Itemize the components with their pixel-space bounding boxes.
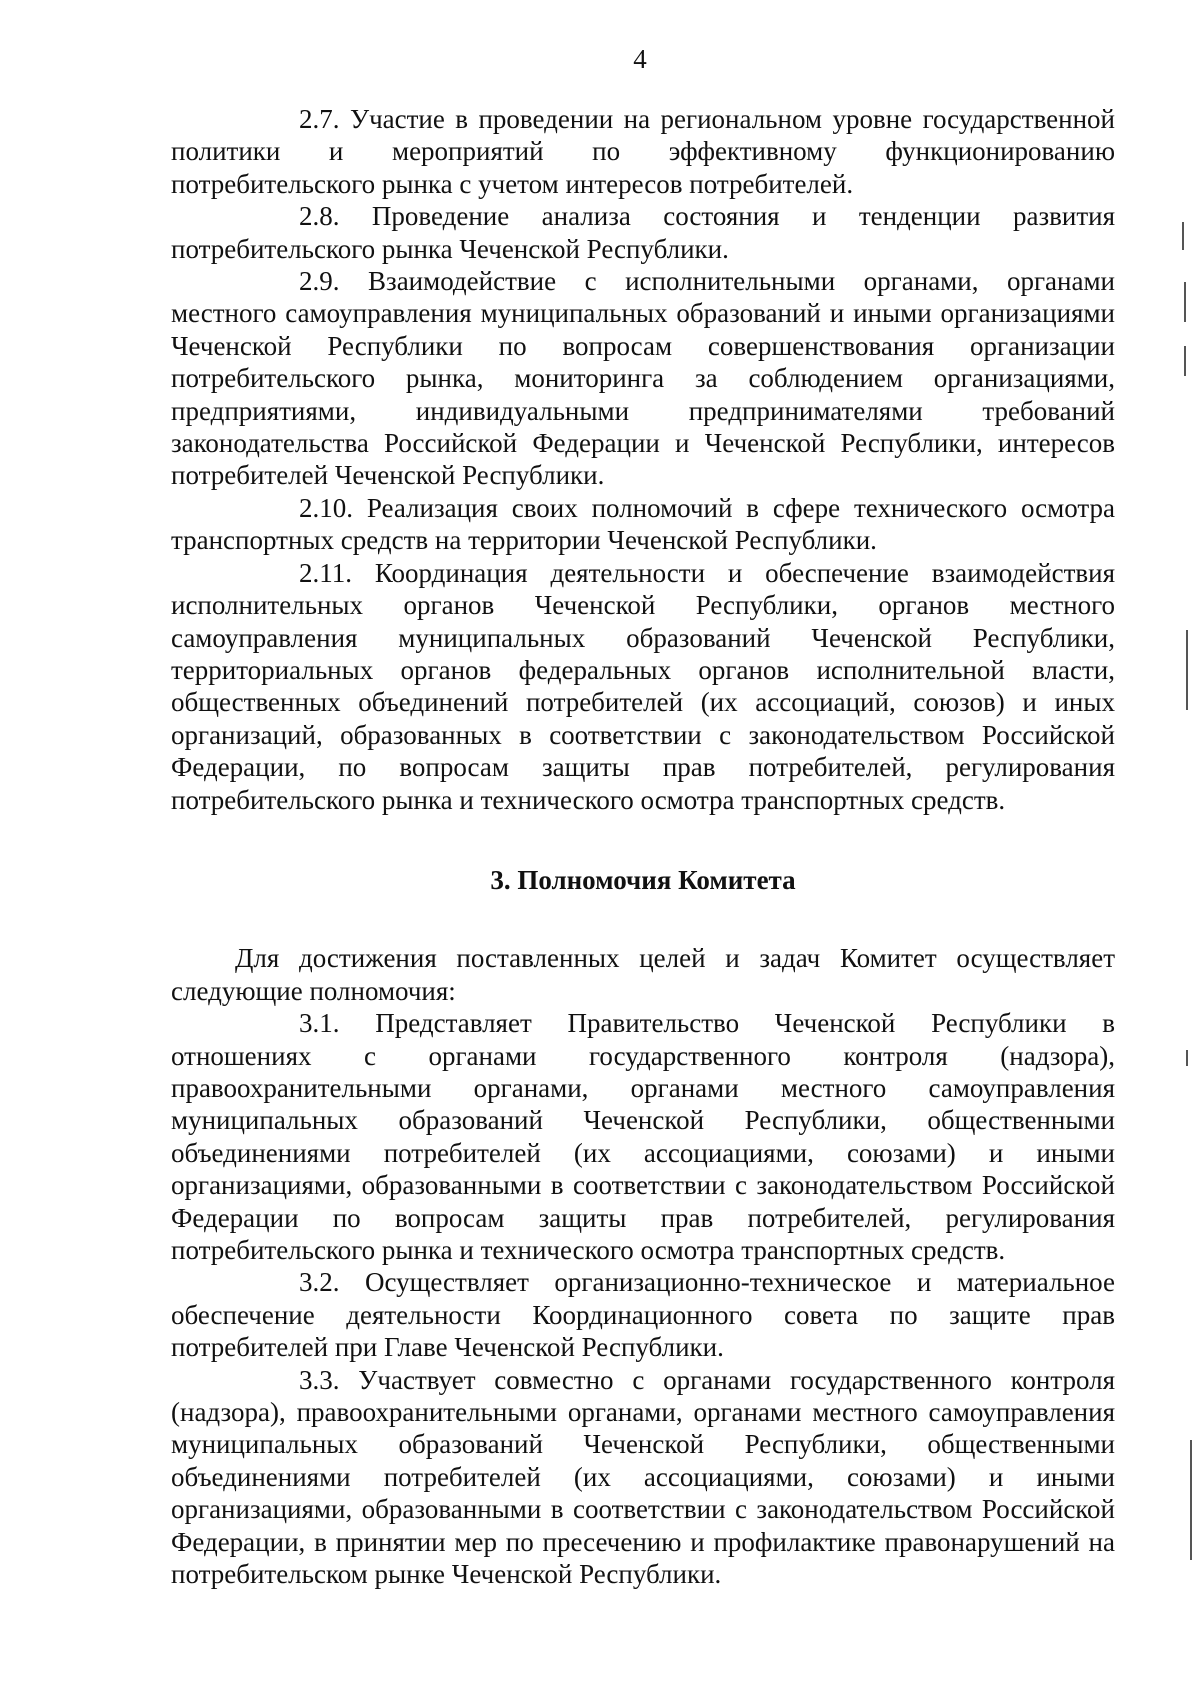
paragraph-text: Осуществляет организационно-техническое и материальное обеспечение деятельности Координационного совета по защите прав потребителей при Главе Чеченской Республики. xyxy=(171,1267,1115,1363)
scan-margin-mark xyxy=(1182,222,1184,250)
document-body xyxy=(171,103,1115,1590)
scan-margin-mark xyxy=(1190,1440,1192,1560)
paragraph-3-1 xyxy=(171,1007,1115,1266)
paragraph-number: 3.3. xyxy=(299,1364,340,1395)
scan-margin-mark xyxy=(1186,630,1188,710)
paragraph-text: Координация деятельности и обеспечение взаимодействия исполнительных органов Чеченской Республики, органов местного самоуправления муниципальных образований Чеченской Республики, территориальных органов федеральных органов исполнительной власти, общественных объединений потребителей (их ассоциаций, союзов) и иных организаций, образованных в соответствии с законодательством Российской Федерации, по вопросам защиты прав потребителей, регулирования потребительского рынка и технического осмотра транспортных средств. xyxy=(171,557,1115,815)
paragraph-2-10 xyxy=(171,492,1115,557)
paragraph-2-7 xyxy=(171,103,1115,200)
paragraph-number: 2.10. xyxy=(299,492,353,523)
paragraph-text: Реализация своих полномочий в сфере технического осмотра транспортных средств на территории Чеченской Республики. xyxy=(171,492,1116,556)
paragraph-number: 2.7. xyxy=(299,104,340,134)
paragraph-number: 3.1. xyxy=(299,1008,340,1039)
scan-margin-mark xyxy=(1184,346,1186,376)
paragraph-text: Участие в проведении на региональном уровне государственной политики и мероприятий по эффективному функционированию потребительского рынка с учетом интересов потребителей. xyxy=(171,104,1116,199)
paragraph-text: Проведение анализа состояния и тенденции развития потребительского рынка Чеченской Республики. xyxy=(171,201,1115,264)
paragraph-text: Взаимодействие с исполнительными органами, органами местного самоуправления муниципальных образований и иными организациями Чеченской Республики по вопросам совершенствования организации потребительского рынка, мониторинга за соблюдением организациями, предприятиями, индивидуальными предпринимателями требований законодательства Российской Федерации и Чеченской Республики, интересов потребителей Чеченской Республики. xyxy=(171,266,1115,491)
paragraph-3-3 xyxy=(171,1364,1115,1591)
paragraph-number: 3.2. xyxy=(299,1267,340,1298)
scan-margin-mark xyxy=(1184,282,1186,322)
paragraph-text: Участвует совместно с органами государственного контроля (надзора), правоохранительными органами, органами местного самоуправления муниципальных образований Чеченской Республики, общественными объединениями потребителей (их ассоциациями, союзами) и иными организациями, образованными в соответствии с законодательством Российской Федерации, в принятии мер по пресечению и профилактике правонарушений на потребительском рынке Чеченской Республики. xyxy=(171,1364,1115,1590)
scan-margin-mark xyxy=(1186,1050,1188,1066)
paragraph-2-11 xyxy=(171,557,1115,816)
paragraph-number: 2.9. xyxy=(299,266,340,297)
paragraph-3-2 xyxy=(171,1266,1115,1363)
paragraph-number: 2.8. xyxy=(299,201,340,232)
paragraph-number: 2.11. xyxy=(299,557,352,588)
paragraph-2-9 xyxy=(171,265,1115,492)
paragraph-2-8 xyxy=(171,200,1115,265)
section-heading: 3. Полномочия Комитета xyxy=(490,864,796,895)
page-number: 4 xyxy=(633,44,647,74)
intro-paragraph: Для достижения поставленных целей и задач Комитет осуществляет следующие полномочия: xyxy=(171,943,1115,1006)
paragraph-text: Представляет Правительство Чеченской Республики в отношениях с органами государственного контроля (надзора), правоохранительными органами, органами местного самоуправления муниципальных образований Чеченской Республики, общественными объединениями потребителей (их ассоциациями, союзами) и иными организациями, образованными в соответствии с законодательством Российской Федерации по вопросам защиты прав потребителей, регулирования потребительского рынка и технического осмотра транспортных средств. xyxy=(171,1008,1116,1265)
